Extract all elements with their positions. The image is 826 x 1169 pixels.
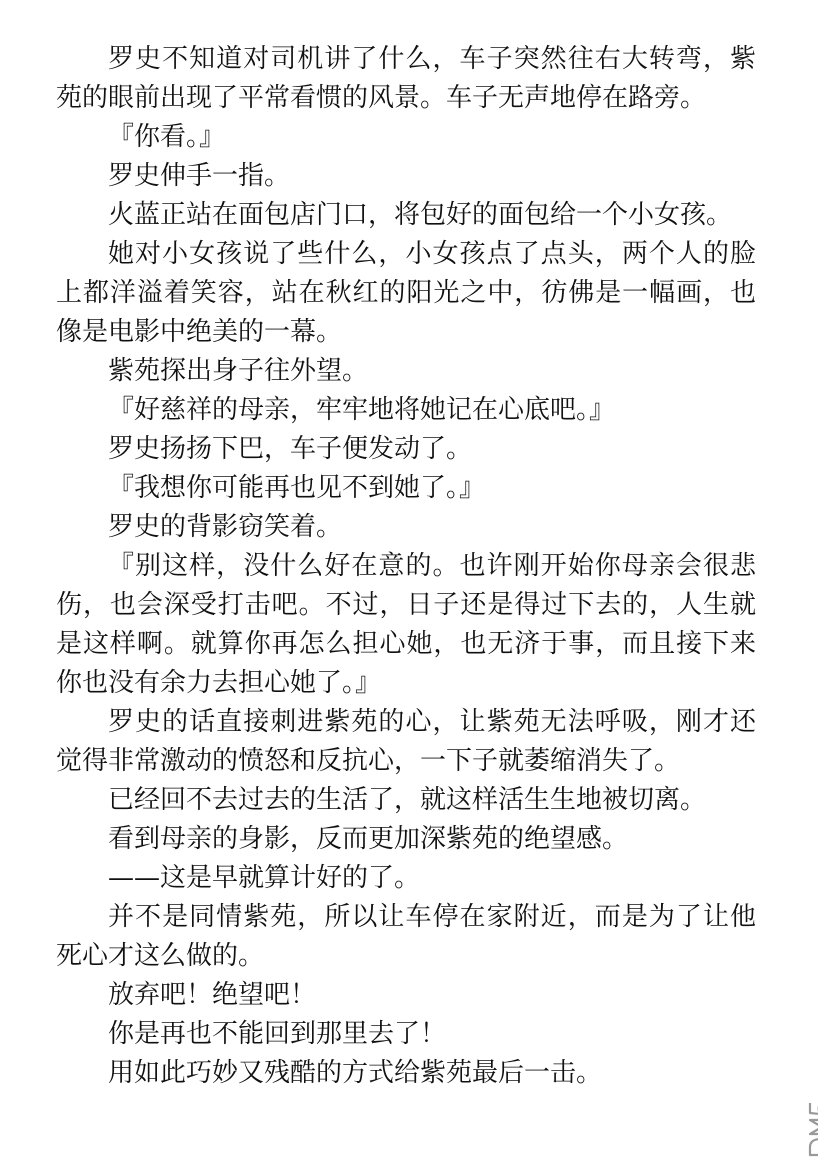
document-body xyxy=(56,40,756,1093)
paragraph-15: ——这是早就算计好的了。 xyxy=(108,863,421,893)
site-watermark-logo xyxy=(778,1039,818,1159)
paragraph-1: 罗史不知道对司机讲了什么，车子突然往右大转弯，紫苑的眼前出现了平常看惯的风景。车子无声地停在路旁。 xyxy=(56,44,756,113)
paragraph-10: 罗史的背影窃笑着。 xyxy=(108,512,343,542)
watermark-logo-icon xyxy=(778,1039,818,1159)
paragraph-12: 罗史的话直接刺进紫苑的心，让紫苑无法呼吸，刚才还觉得非常激动的愤怒和反抗心，一下子就萎缩消失了。 xyxy=(56,707,756,776)
paragraph-18: 你是再也不能回到那里去了！ xyxy=(108,1019,447,1049)
paragraph-19: 用如此巧妙又残酷的方式给紫苑最后一击。 xyxy=(108,1058,603,1088)
paragraph-5: 她对小女孩说了些什么，小女孩点了点头，两个人的脸上都洋溢着笑容，站在秋红的阳光之中，彷佛是一幅画，也像是电影中绝美的一幕。 xyxy=(56,239,756,347)
paragraph-16: 并不是同情紫苑，所以让车停在家附近，而是为了让他死心才这么做的。 xyxy=(56,902,756,971)
paragraph-14: 看到母亲的身影，反而更加深紫苑的绝望感。 xyxy=(108,824,629,854)
paragraph-3: 罗史伸手一指。 xyxy=(108,161,291,191)
paragraph-13: 已经回不去过去的生活了，就这样活生生地被切离。 xyxy=(108,785,707,815)
paragraph-8: 罗史扬扬下巴，车子便发动了。 xyxy=(108,434,473,464)
paragraph-2: 『你看。』 xyxy=(108,122,226,152)
paragraph-9: 『我想你可能再也见不到她了。』 xyxy=(108,473,486,503)
paragraph-4: 火蓝正站在面包店门口，将包好的面包给一个小女孩。 xyxy=(108,200,733,230)
paragraph-11: 『别这样，没什么好在意的。也许刚开始你母亲会很悲伤，也会深受打击吧。不过，日子还是得过下去的，人生就是这样啊。就算你再怎么担心她，也无济于事，而且接下来你也没有余力去担心她了。』 xyxy=(56,551,756,698)
paragraph-6: 紫苑探出身子往外望。 xyxy=(108,356,369,386)
paragraph-7: 『好慈祥的母亲，牢牢地将她记在心底吧。』 xyxy=(108,395,616,425)
paragraph-17: 放弃吧！绝望吧！ xyxy=(108,980,317,1010)
